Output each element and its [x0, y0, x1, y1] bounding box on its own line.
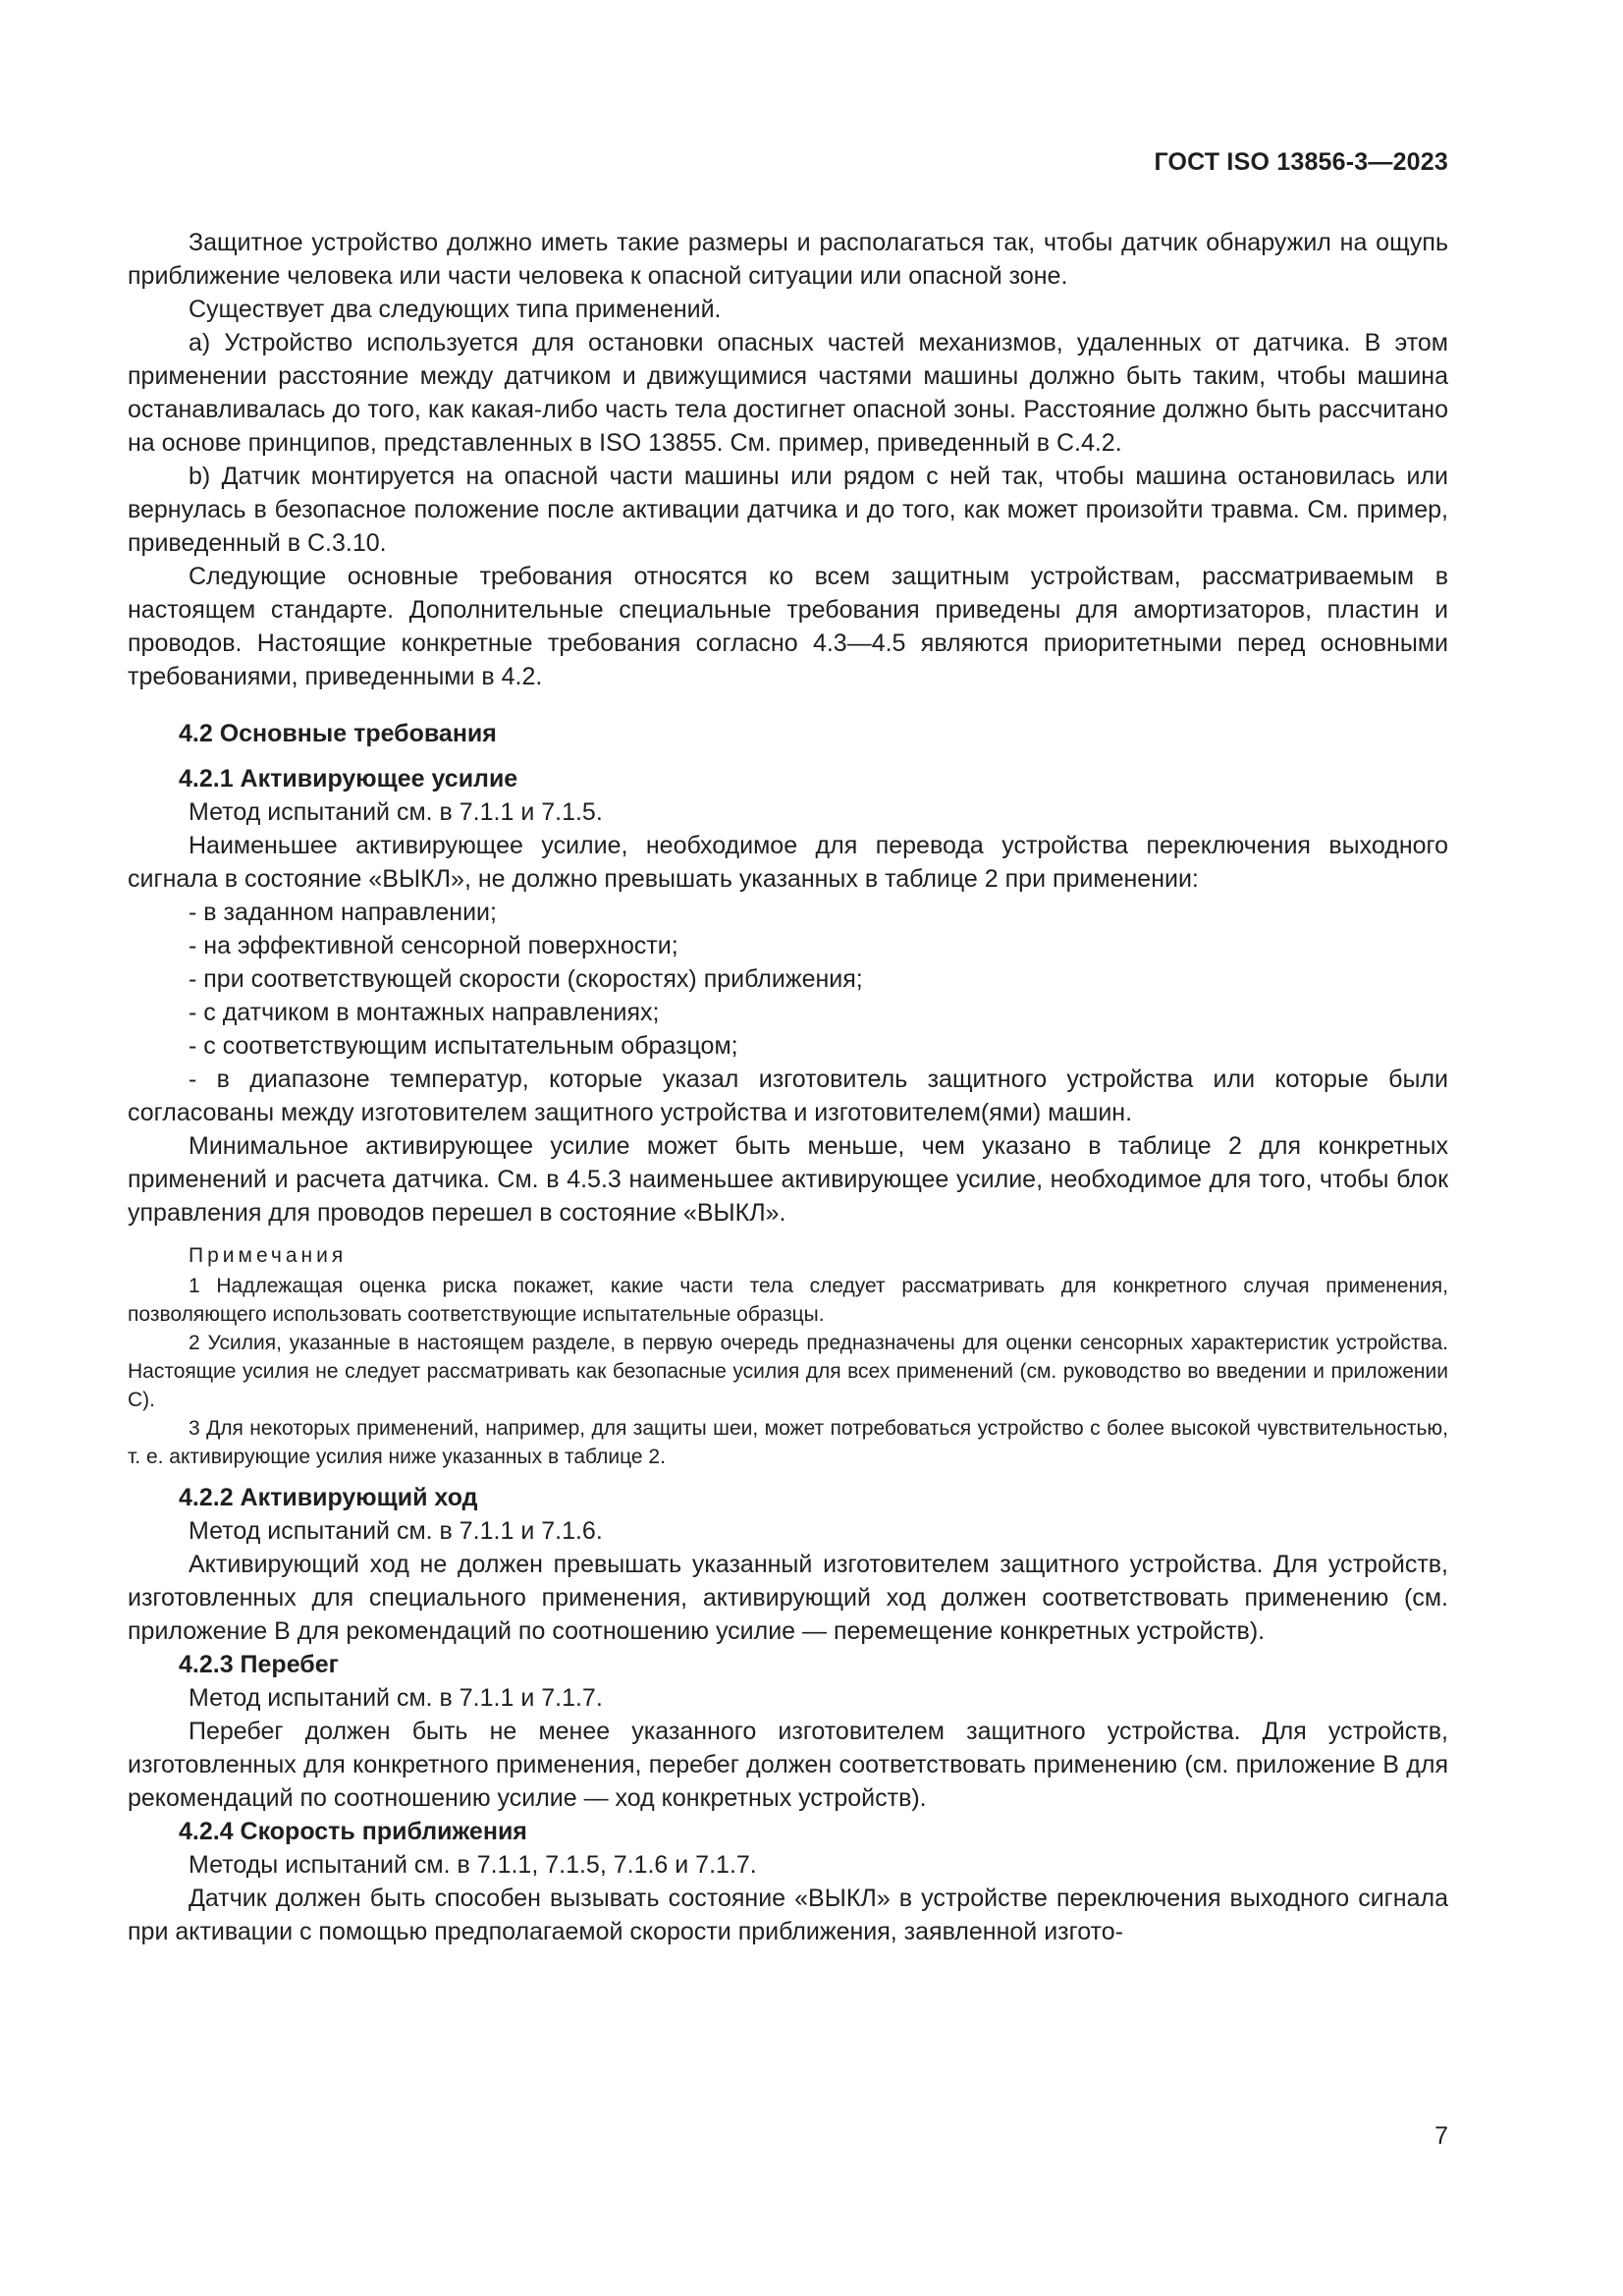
list-item: - в диапазоне температур, которые указал изготовитель защитного устройства или которые были согласованы между изготовителем защитного устройства и изготовителем(ями) машин. [128, 1066, 1448, 1126]
section-4-2-2-paragraph: Активирующий ход не должен превышать указанный изготовителем защитного устройства. Для устройств, изготовленных для специального применения, активирующий ход должен соответствовать применению (см. приложение B для рекомендаций по соотношению усилие — перемещение конкретных устройств). [128, 1551, 1448, 1645]
document-body [128, 226, 1448, 1948]
list-item: - с датчиком в монтажных направлениях; [189, 999, 660, 1026]
list-item: - при соответствующей скорости (скоростях) приближения; [189, 965, 863, 993]
section-4-2-4-heading: 4.2.4 Скорость приближения [179, 1818, 527, 1845]
intro-paragraph-1: Защитное устройство должно иметь такие размеры и располагаться так, чтобы датчик обнаружил на ощупь приближение человека или части человека к опасной ситуации или опасной зоне. [128, 229, 1448, 290]
section-4-2-2-heading: 4.2.2 Активирующий ход [179, 1484, 478, 1511]
note-2: 2 Усилия, указанные в настоящем разделе, в первую очередь предназначены для оценки сенсорных характеристик устройства. Настоящие усилия не следует рассматривать как безопасные усилия для всех применений (см. руководство во введении и приложении C). [128, 1332, 1448, 1411]
note-3: 3 Для некоторых применений, например, для защиты шеи, может потребоваться устройство с более высокой чувствительностью, т. е. активирующие усилия ниже указанных в таблице 2. [128, 1417, 1448, 1468]
section-4-2-3-heading: 4.2.3 Перебег [179, 1651, 340, 1678]
intro-paragraph-a: a) Устройство используется для остановки опасных частей механизмов, удаленных от датчика. В этом применении расстояние между датчиком и движущимися частями машины должно быть таким, чтобы машина останавливалась до того, как какая-либо часть тела достигнет опасной зоны. Расстояние должно быть рассчитано на основе принципов, представленных в ISO 13855. См. пример, приведенный в C.4.2. [128, 329, 1448, 457]
document-page [128, 0, 1448, 2296]
note-1: 1 Надлежащая оценка риска покажет, какие части тела следует рассматривать для конкретного случая применения, позволяющего использовать соответствующие испытательные образцы. [128, 1275, 1448, 1326]
section-4-2-2-method: Метод испытаний см. в 7.1.1 и 7.1.6. [189, 1517, 603, 1545]
section-4-2-1-method: Метод испытаний см. в 7.1.1 и 7.1.5. [189, 798, 603, 826]
section-4-2-4-paragraph: Датчик должен быть способен вызывать состояние «ВЫКЛ» в устройстве переключения выходного сигнала при активации с помощью предполагаемой скорости приближения, заявленной изгото- [128, 1885, 1448, 1945]
section-4-2-4-method: Методы испытаний см. в 7.1.1, 7.1.5, 7.1.6 и 7.1.7. [189, 1851, 757, 1879]
list-item: - с соответствующим испытательным образцом; [189, 1032, 738, 1060]
notes-block [128, 1241, 1448, 1471]
page-number: 7 [1434, 2122, 1448, 2150]
section-4-2-1-paragraph-2: Минимальное активирующее усилие может быть меньше, чем указано в таблице 2 для конкретных применений и расчета датчика. См. в 4.5.3 наименьшее активирующее усилие, необходимое для того, чтобы блок управления для проводов перешел в состояние «ВЫКЛ». [128, 1132, 1448, 1227]
intro-paragraph-b: b) Датчик монтируется на опасной части машины или рядом с ней так, чтобы машина остановилась или вернулась в безопасное положение после активации датчика и до того, как может произойти травма. См. пример, приведенный в C.3.10. [128, 463, 1448, 557]
section-4-2-3-paragraph: Перебег должен быть не менее указанного изготовителем защитного устройства. Для устройств, изготовленных для конкретного применения, перебег должен соответствовать применению (см. приложение B для рекомендаций по соотношению усилие — ход конкретных устройств). [128, 1718, 1448, 1812]
notes-heading: Примечания [189, 1244, 348, 1267]
document-id-header: ГОСТ ISO 13856-3—2023 [1154, 148, 1448, 176]
intro-paragraph-5: Следующие основные требования относятся ко всем защитным устройствам, рассматриваемым в настоящем стандарте. Дополнительные специальные требования приведены для амортизаторов, пластин и проводов. Настоящие конкретные требования согласно 4.3—4.5 являются приоритетными перед основными требованиями, приведенными в 4.2. [128, 563, 1448, 690]
section-4-2-3-method: Метод испытаний см. в 7.1.1 и 7.1.7. [189, 1684, 603, 1712]
intro-paragraph-2: Существует два следующих типа применений. [189, 296, 722, 323]
section-4-2-heading: 4.2 Основные требования [179, 720, 497, 747]
list-item: - на эффективной сенсорной поверхности; [189, 932, 678, 959]
list-item: - в заданном направлении; [189, 899, 497, 926]
section-4-2-1-paragraph-1: Наименьшее активирующее усилие, необходимое для перевода устройства переключения выходного сигнала в состояние «ВЫКЛ», не должно превышать указанных в таблице 2 при применении: [128, 832, 1448, 893]
section-4-2-1-heading: 4.2.1 Активирующее усилие [179, 765, 518, 793]
